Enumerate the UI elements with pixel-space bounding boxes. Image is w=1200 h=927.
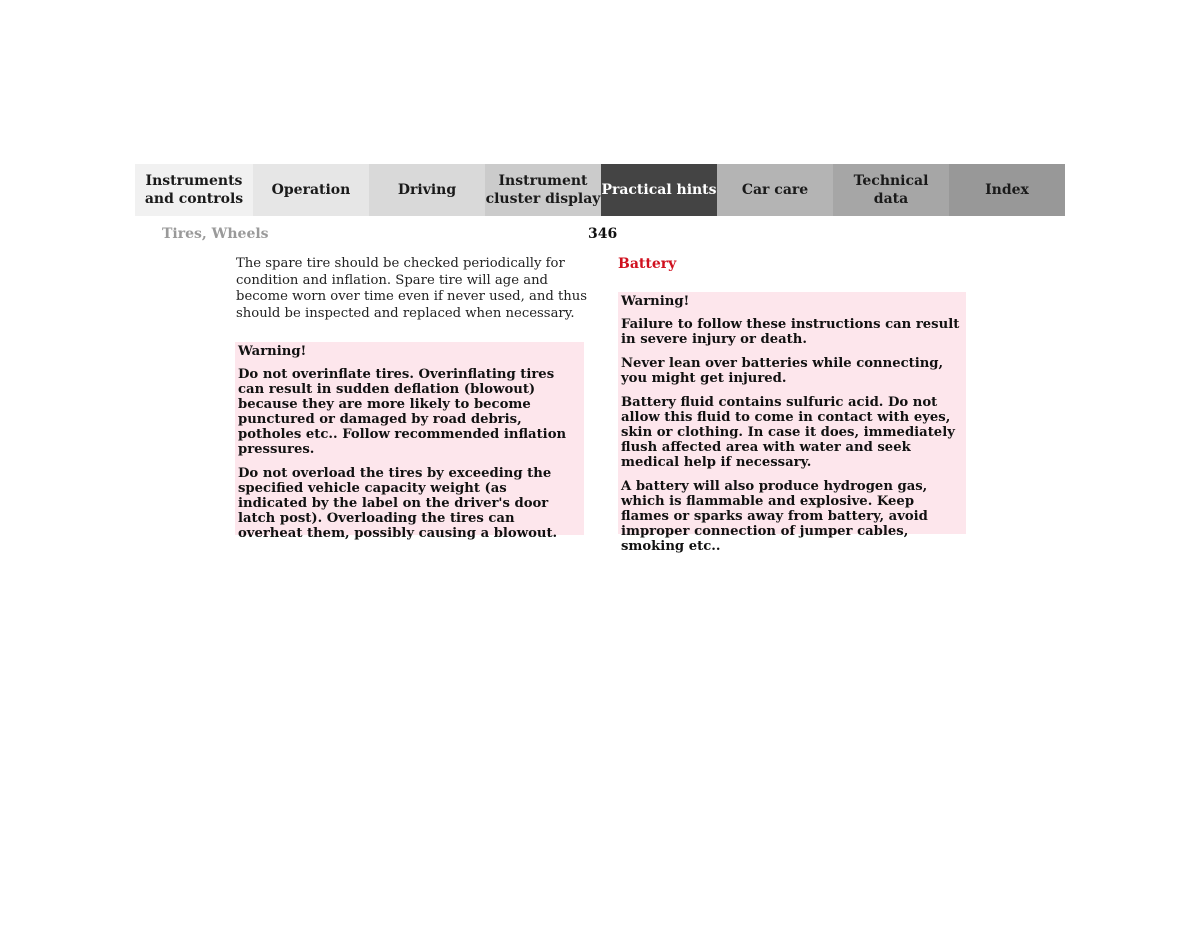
section-title: Tires, Wheels (162, 226, 269, 242)
spare-tire-paragraph: The spare tire should be checked periodically for condition and inflation. Spare tire will age and become worn over time even if never used, and thus should be inspected and replaced when necessary. (236, 256, 588, 321)
tab-operation[interactable]: Operation (253, 164, 369, 216)
warning-paragraph: Failure to follow these instructions can result in severe injury or death. (621, 317, 960, 347)
battery-heading: Battery (618, 256, 677, 272)
warning-paragraph: Do not overinflate tires. Overinflating tires can result in sudden deflation (blowout) because they are more likely to become punctured or damaged by road debris, potholes etc.. Follow recommended inflation pressures. (238, 367, 567, 457)
warning-paragraph: Battery fluid contains sulfuric acid. Do not allow this fluid to come in contact with eyes, skin or clothing. In case it does, immediately flush affected area with water and seek medical help if necessary. (621, 395, 955, 470)
warning-paragraph: Never lean over batteries while connecting, you might get injured. (621, 356, 944, 386)
warning-paragraph: Do not overload the tires by exceeding the specified vehicle capacity weight (as indicated by the label on the driver's door latch post). Overloading the tires can overheat them, possibly causing a blowout. (238, 466, 558, 541)
tab-instrument-cluster-display[interactable]: Instrument cluster display (485, 164, 601, 216)
tab-index[interactable]: Index (949, 164, 1065, 216)
warning-title: Warning! (238, 344, 307, 359)
tab-car-care[interactable]: Car care (717, 164, 833, 216)
tire-warning-box (235, 342, 584, 541)
page-number: 346 (588, 226, 618, 242)
tab-instruments-and-controls[interactable]: Instruments and controls (135, 164, 253, 216)
tab-driving[interactable]: Driving (369, 164, 485, 216)
battery-warning-box (618, 292, 966, 554)
tab-practical-hints[interactable]: Practical hints (601, 164, 717, 216)
section-tab-bar (135, 164, 1065, 216)
warning-paragraph: A battery will also produce hydrogen gas, which is flammable and explosive. Keep flames or sparks away from battery, avoid improper connection of jumper cables, smoking etc.. (621, 479, 928, 554)
warning-title: Warning! (621, 294, 690, 309)
tab-technical-data[interactable]: Technical data (833, 164, 949, 216)
